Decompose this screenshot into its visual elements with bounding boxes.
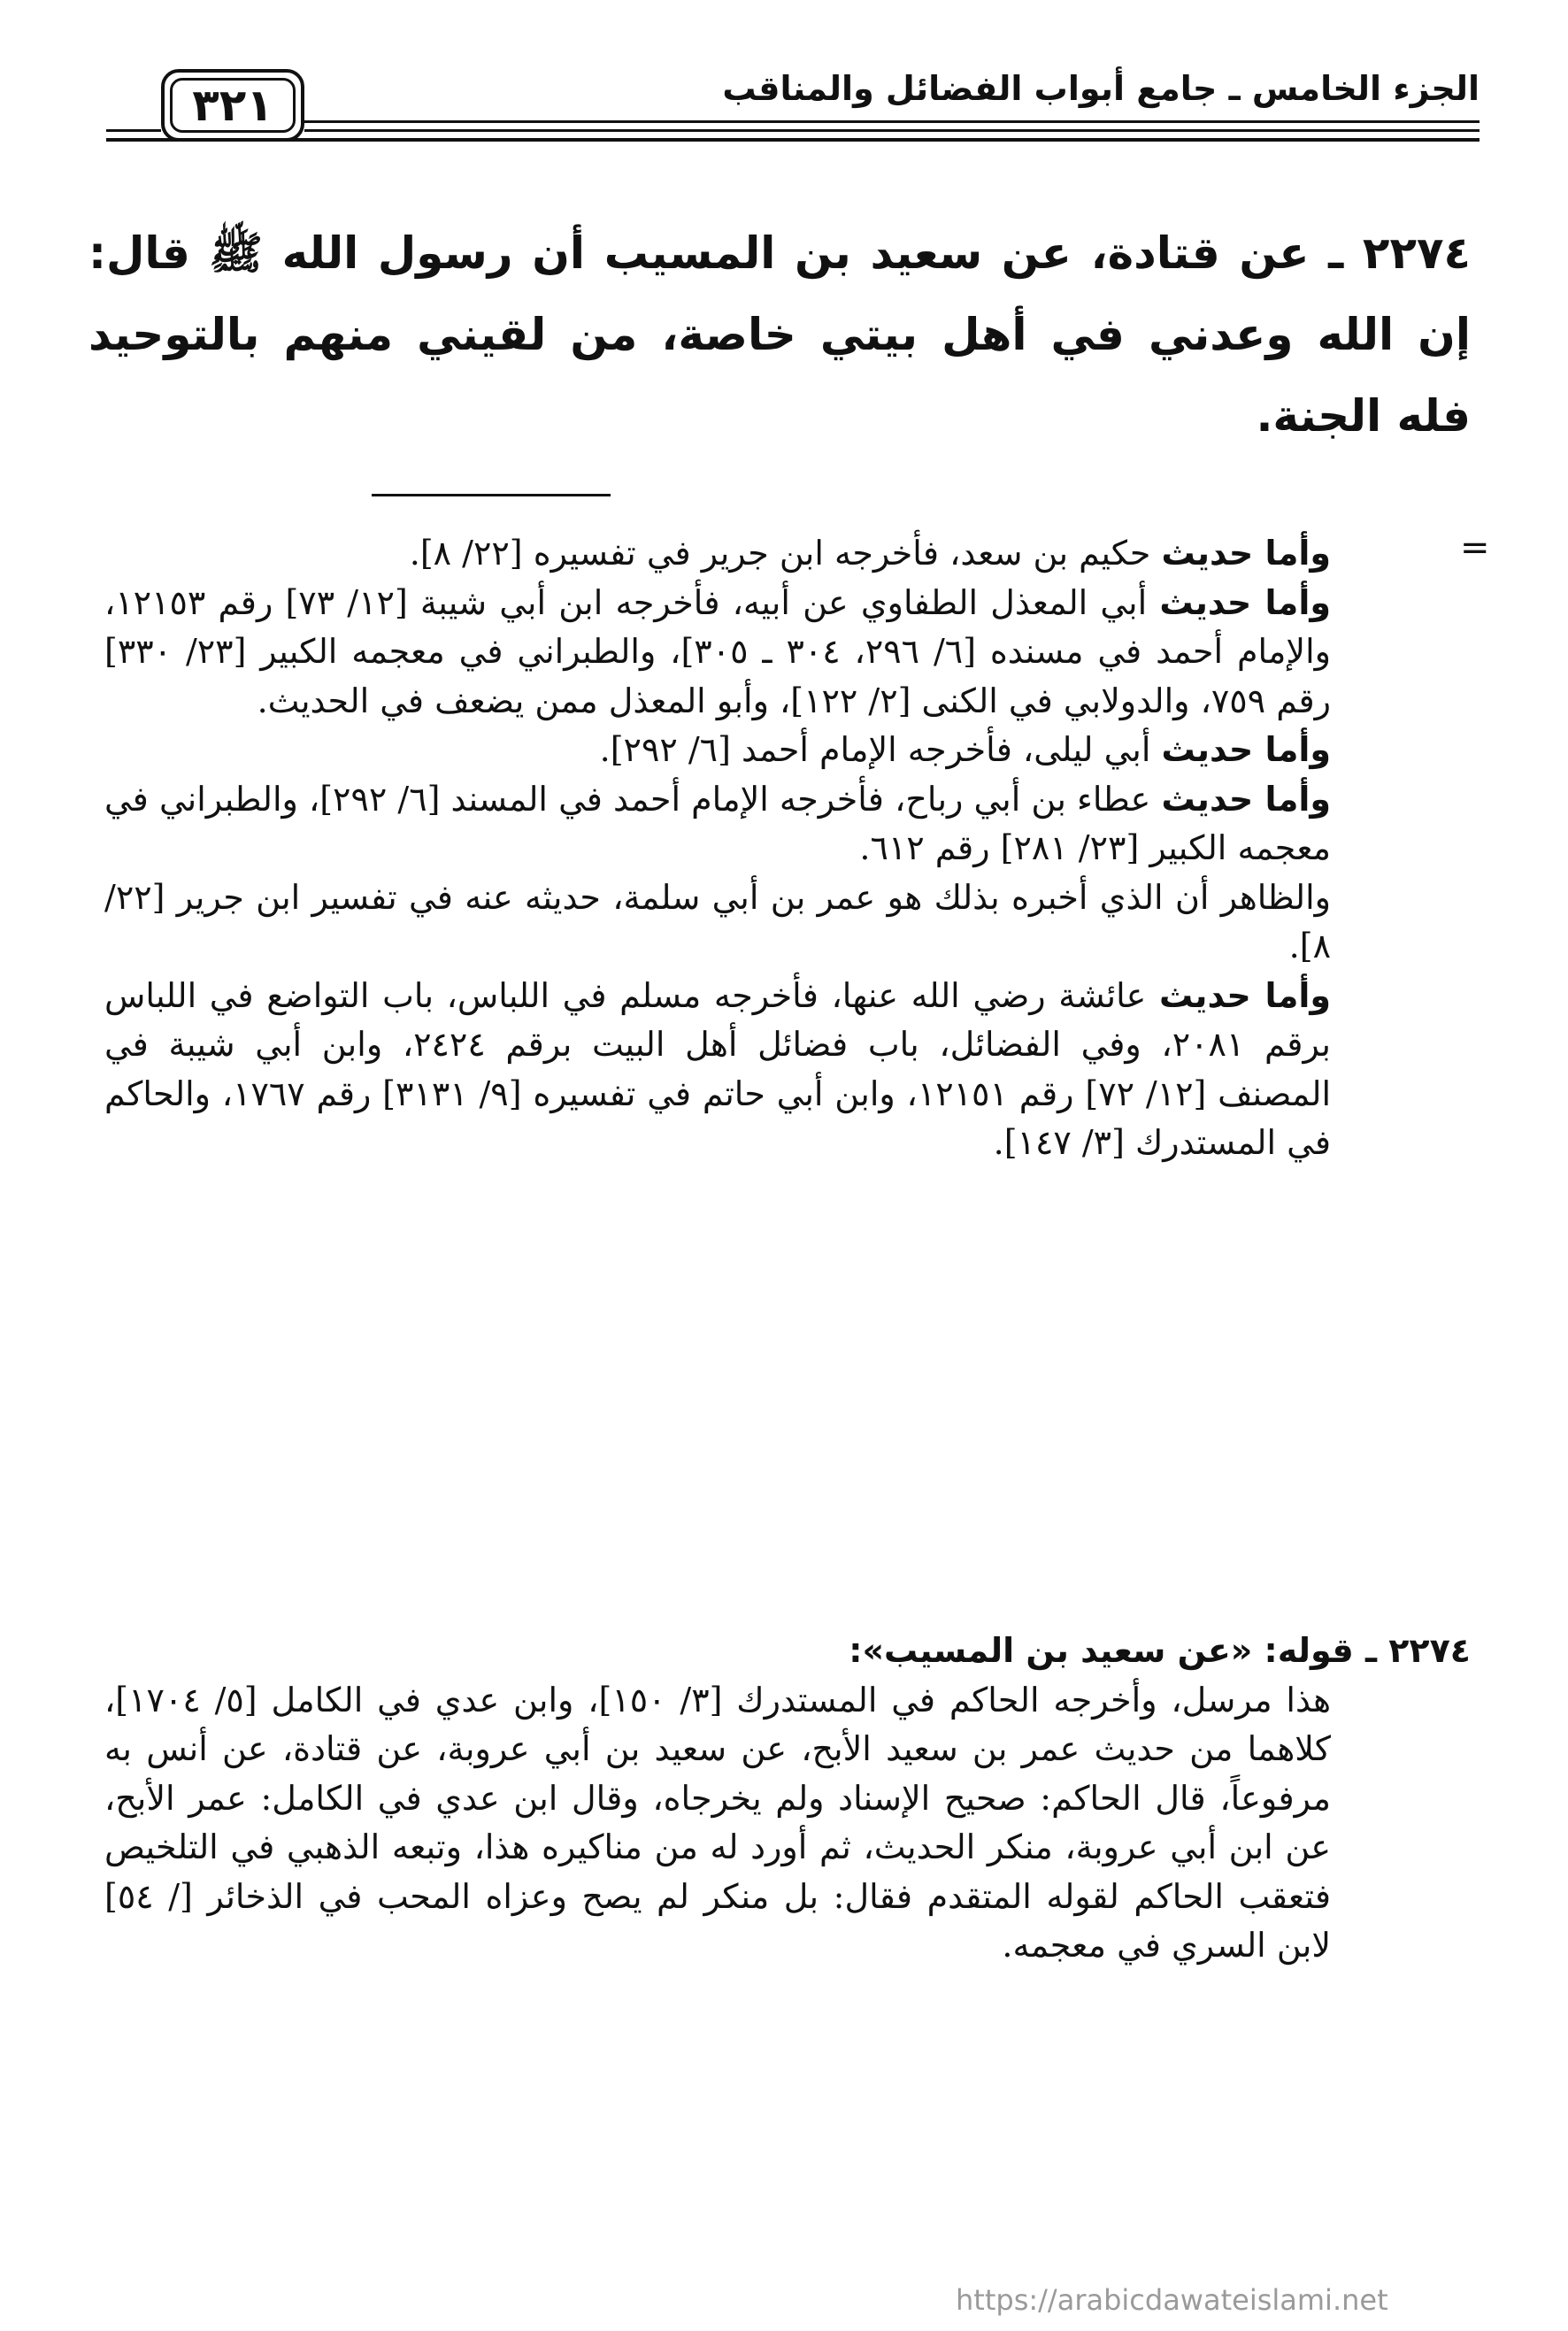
footnote-paragraph: وأما حديث عائشة رضي الله عنها، فأخرجه مسلم في اللباس، باب التواضع في اللباس برقم ٢٠٨١، وفي الفضائل، باب فضائل أهل البيت برقم ٢٤٢٤، وابن أبي شيبة في المصنف [١٢/ ٧٢] رقم ١٢١٥١، وابن أبي حاتم في تفسيره [٩/ ٣١٣١] رقم ١٧٦٧، والحاكم في المستدرك [٣/ ١٤٧]. <box>104 975 1331 1162</box>
header-rule-left <box>106 129 161 132</box>
watermark-url: https://arabicdawateislami.net <box>956 2283 1388 2317</box>
continuation-marker: = <box>1460 527 1490 568</box>
commentary-heading: ٢٢٧٤ ـ قوله: «عن سعيد بن المسيب»: <box>849 1631 1471 1670</box>
footnote-divider <box>372 494 611 496</box>
footnote-paragraph: وأما حديث أبي المعذل الطفاوي عن أبيه، فأخرجه ابن أبي شيبة [١٢/ ٧٣] رقم ١٢١٥٣، والإمام أحمد في مسنده [٦/ ٢٩٦، ٣٠٤ ـ ٣٠٥]، والطبراني في معجمه الكبير [٢٣/ ٣٣٠] رقم ٧٥٩، والدولابي في الكنى [٢/ ١٢٢]، وأبو المعذل ممن يضعف في الحديث. <box>104 582 1331 720</box>
header-rule-middle <box>304 129 1480 132</box>
footnote-paragraph: وأما حديث حكيم بن سعد، فأخرجه ابن جرير في تفسيره [٢٢/ ٨]. <box>409 534 1331 573</box>
page-number: ٣٢١ <box>170 78 296 133</box>
commentary <box>104 1627 1471 1971</box>
footnote-paragraph: وأما حديث عطاء بن أبي رباح، فأخرجه الإمام أحمد في المسند [٦/ ٢٩٢]، والطبراني في معجمه الكبير [٢٣/ ٢٨١] رقم ٦١٢. <box>104 779 1331 867</box>
hadith-text: ٢٢٧٤ ـ عن قتادة، عن سعيد بن المسيب أن رسول الله ﷺ قال: إن الله وعدني في أهل بيتي خاصة، من لقيني منهم بالتوحيد فله الجنة. <box>88 227 1471 442</box>
footnote-paragraph: وأما حديث أبي ليلى، فأخرجه الإمام أحمد [٦/ ٢٩٢]. <box>599 730 1331 769</box>
header-rule-top <box>304 120 1480 123</box>
commentary-body: هذا مرسل، وأخرجه الحاكم في المستدرك [٣/ ١٥٠]، وابن عدي في الكامل [٥/ ١٧٠٤]، كلاهما من حديث عمر بن سعيد الأبح، عن سعيد بن أبي عروبة، عن قتادة، عن أنس به مرفوعاً، قال الحاكم: صحيح الإسناد ولم يخرجاه، وقال ابن عدي في الكامل: عمر الأبح، عن ابن أبي عروبة، منكر الحديث، ثم أورد له من مناكيره هذا، وتبعه الذهبي في التلخيص فتعقب الحاكم لقوله المتقدم فقال: بل منكر لم يصح وعزاه المحب في الذخائر [/ ٥٤] لابن السري في معجمه. <box>104 1680 1331 1965</box>
footnotes <box>104 529 1331 1168</box>
running-head: الجزء الخامس ـ جامع أبواب الفضائل والمناقب <box>722 69 1480 108</box>
footnote-paragraph: والظاهر أن الذي أخبره بذلك هو عمر بن أبي سلمة، حديثه عنه في تفسير ابن جرير [٢٢/ ٨]. <box>104 877 1331 965</box>
header-rule-bottom <box>106 138 1480 142</box>
page-number-box <box>161 69 304 142</box>
